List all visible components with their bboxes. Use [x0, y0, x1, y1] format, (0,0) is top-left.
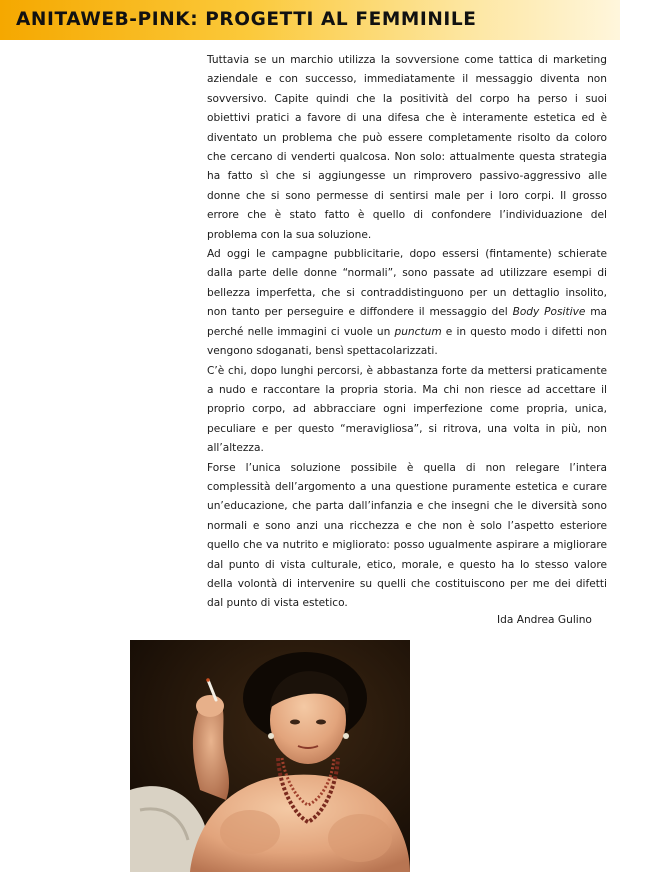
- body-positive-term: Body Positive: [512, 306, 586, 319]
- header-band: [0, 0, 620, 40]
- paragraph-2: [207, 245, 607, 361]
- portrait-photo: [130, 640, 410, 872]
- article-body: [207, 51, 607, 614]
- author-signature: Ida Andrea Gulino: [497, 614, 592, 626]
- paragraph-4: Forse l’unica soluzione possibile è quella di non relegare l’intera complessità dell’argomento a una questione puramente estetica e curare un’educazione, che parta dall’infanzia e che insegni che le diversità sono normali e sono anzi una ricchezza e che non è solo l’aspetto esteriore quello che va nutrito e migliorato: posso ugualmente aspirare a migliorare dal punto di vista culturale, etico, morale, e questo ha lo stesso valore della volontà di intervenire su quelli che costituiscono per me dei difetti dal punto di vista estetico.: [207, 461, 607, 610]
- paragraph-1: Tuttavia se un marchio utilizza la sovversione come tattica di marketing aziendale e con successo, immediatamente il messaggio diventa non sovversivo. Capite quindi che la positività del corpo ha perso i suoi obiettivi pratici a favore di una difesa che è interamente estetica ed è diventato un problema che può essere completamente risolto da coloro che cercano di venderti qualcosa. Non solo: attualmente questa strategia ha fatto sì che si aggiungesse un rimprovero passivo-aggressivo alle donne che si sono permesse di sentirsi male per i loro corpi. Il grosso errore che è stato fatto è quello di confondere l’individuazione del problema con la sua soluzione.: [207, 54, 607, 241]
- paragraph-2-part-3: e in questo modo i difetti non vengono sdoganati, bensì spettacolarizzati.: [207, 325, 607, 358]
- paragraph-2-part-2: ma perché nelle immagini ci vuole un: [207, 306, 608, 338]
- page-title: ANITAWEB-PINK: PROGETTI AL FEMMINILE: [16, 9, 477, 30]
- punctum-term: punctum: [394, 325, 442, 338]
- paragraph-3: C’è chi, dopo lunghi percorsi, è abbastanza forte da mettersi praticamente a nudo e raccontare la propria storia. Ma chi non riesce ad accettare il proprio corpo, ad abbracciare ogni imperfezione come propria, unica, peculiare e per questo “meravigliosa”, si ritrova, una volta in più, non all’altezza.: [207, 364, 607, 455]
- paragraph-2-part-1: Ad oggi le campagne pubblicitarie, dopo essersi (fintamente) schierate dalla parte delle donne “normali”, sono passate ad utilizzare esempi di bellezza imperfetta, che si contraddistinguono per un dettaglio insolito, non tanto per perseguire e diffondere il messaggio del: [207, 248, 607, 319]
